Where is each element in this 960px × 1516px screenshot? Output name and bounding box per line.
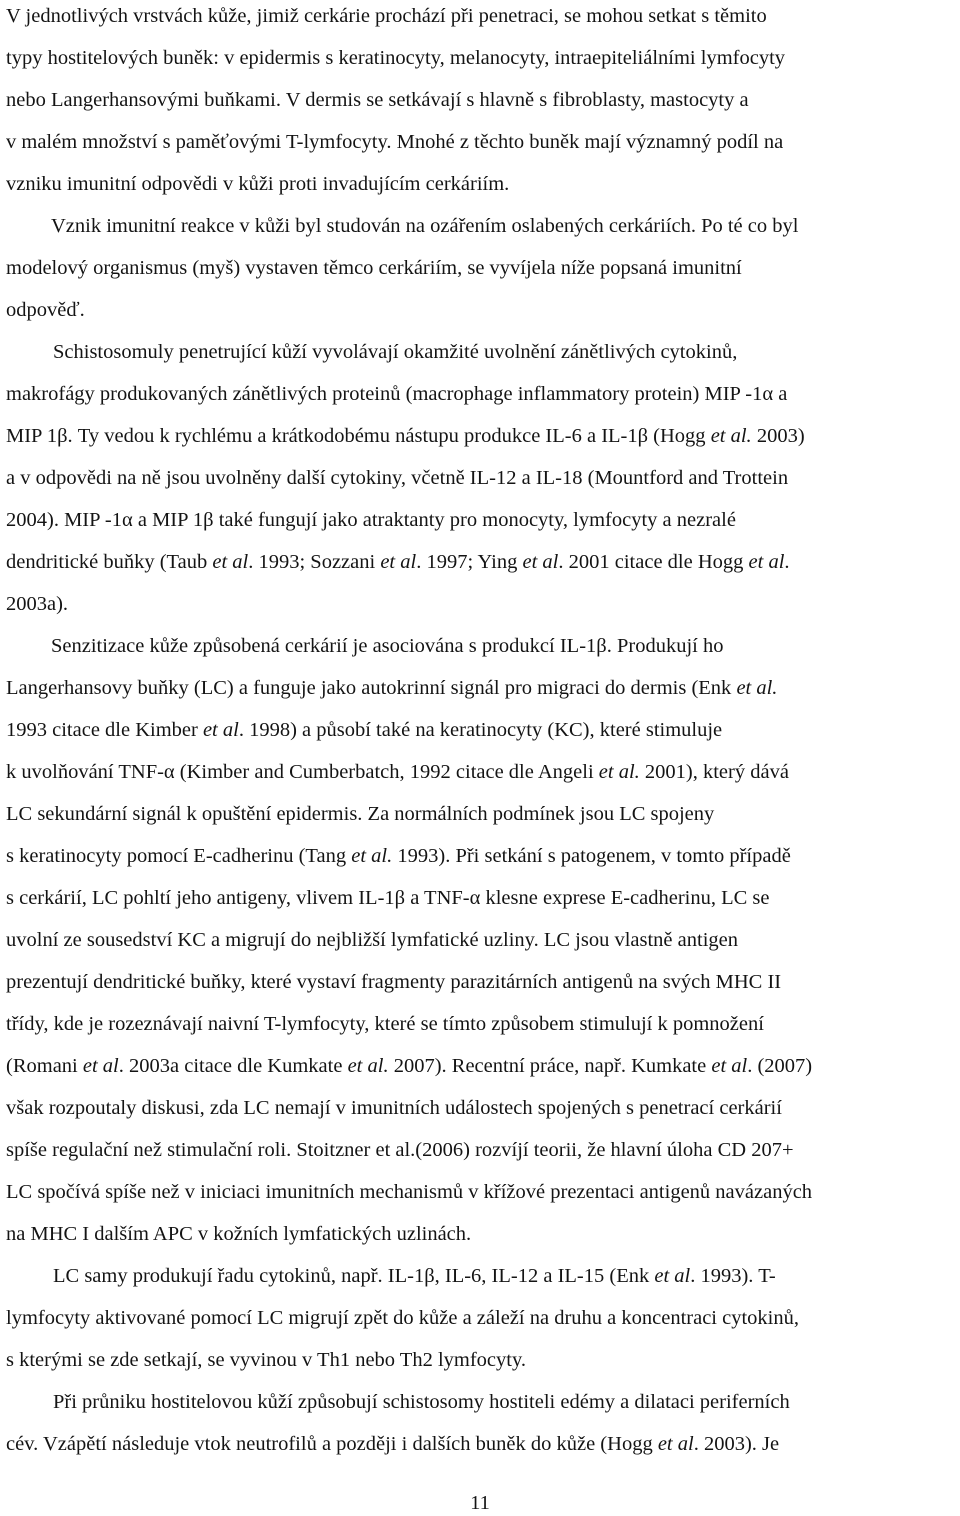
- text-line: [6, 1137, 794, 1163]
- italic-citation: et al: [654, 1265, 691, 1287]
- text-segment: . 1997; Ying: [416, 551, 523, 573]
- text-segment: 2004). MIP -1α a MIP 1β také fungují jako atraktanty pro monocyty, lymfocyty a nezralé: [6, 509, 736, 531]
- text-line: [6, 423, 805, 449]
- page-number: 11: [470, 1492, 490, 1514]
- italic-citation: et al.: [347, 1055, 389, 1077]
- text-line: [6, 3, 767, 29]
- text-line: [6, 87, 749, 113]
- text-line: [6, 465, 788, 491]
- text-line: [6, 759, 789, 785]
- text-segment: lymfocyty aktivované pomocí LC migrují zpět do kůže a záleží na druhu a koncentraci cytokinů,: [6, 1307, 799, 1329]
- text-line: [6, 1221, 471, 1247]
- text-segment: spíše regulační než stimulační roli. Stoitzner et al.(2006) rozvíjí teorii, že hlavní úloha CD 207+: [6, 1139, 794, 1161]
- text-line: [6, 1305, 799, 1331]
- text-segment: odpověď.: [6, 299, 85, 321]
- text-segment: vzniku imunitní odpovědi v kůži proti invadujícím cerkáriím.: [6, 173, 510, 195]
- text-line: [6, 969, 781, 995]
- italic-citation: et al.: [598, 761, 640, 783]
- italic-citation: et al.: [351, 845, 393, 867]
- text-segment: .: [784, 551, 790, 573]
- text-segment: . (2007): [747, 1055, 813, 1077]
- italic-citation: et al.: [736, 677, 778, 699]
- text-segment: MIP 1β. Ty vedou k rychlému a krátkodobému nástupu produkce IL-6 a IL-1β (Hogg: [6, 425, 711, 447]
- text-segment: (Romani: [6, 1055, 83, 1077]
- text-segment: LC sekundární signál k opuštění epidermis. Za normálních podmínek jsou LC spojeny: [6, 803, 715, 825]
- text-segment: cév. Vzápětí následuje vtok neutrofilů a později i dalších buněk do kůže (Hogg: [6, 1433, 658, 1455]
- text-line: [6, 1347, 526, 1373]
- text-line: [6, 801, 714, 827]
- italic-citation: et al: [212, 551, 249, 573]
- text-segment: s keratinocyty pomocí E-cadherinu (Tang: [6, 845, 352, 867]
- text-segment: nebo Langerhansovými buňkami. V dermis se setkávají s hlavně s fibroblasty, mastocyty a: [6, 89, 749, 111]
- text-line: [6, 549, 790, 575]
- italic-citation: et al: [202, 719, 239, 741]
- text-segment: uvolní ze sousedství KC a migrují do nejbližší lymfatické uzliny. LC jsou vlastně antigen: [6, 929, 738, 951]
- text-segment: . 1993). T-: [690, 1265, 776, 1287]
- text-segment: prezentují dendritické buňky, které vystaví fragmenty parazitárních antigenů na svých MHC II: [6, 971, 782, 993]
- text-segment: V jednotlivých vrstvách kůže, jimiž cerkárie prochází při penetraci, se mohou setkat s těmito: [6, 5, 767, 27]
- italic-citation: et al: [748, 551, 785, 573]
- italic-citation: et al: [522, 551, 559, 573]
- text-line: [6, 1431, 779, 1457]
- text-segment: na MHC I dalším APC v kožních lymfatických uzlinách.: [6, 1223, 472, 1245]
- text-segment: typy hostitelových buněk: v epidermis s keratinocyty, melanocyty, intraepiteliálními lymfocyty: [6, 47, 786, 69]
- text-line: [51, 213, 798, 239]
- text-line: [6, 1011, 764, 1037]
- text-segment: Senzitizace kůže způsobená cerkárií je asociována s produkcí IL-1β. Produkují ho: [51, 635, 724, 657]
- text-segment: 2001), který dává: [639, 761, 789, 783]
- text-line: [6, 1179, 812, 1205]
- text-segment: Při průniku hostitelovou kůží způsobují schistosomy hostiteli edémy a dilataci periferních: [53, 1391, 790, 1413]
- text-segment: a v odpovědi na ně jsou uvolněny další cytokiny, včetně IL-12 a IL-18 (Mountford and Trottein: [6, 467, 789, 489]
- text-segment: . 2001 citace dle Hogg: [558, 551, 749, 573]
- text-line: [6, 1053, 812, 1079]
- text-line: [6, 717, 722, 743]
- text-line: [6, 927, 738, 953]
- text-segment: makrofágy produkovaných zánětlivých proteinů (macrophage inflammatory protein) MIP -1α a: [6, 383, 788, 405]
- text-segment: Langerhansovy buňky (LC) a funguje jako autokrinní signál pro migraci do dermis (Enk: [6, 677, 737, 699]
- text-line: [51, 633, 723, 659]
- text-line: [6, 45, 785, 71]
- text-line: [53, 339, 737, 365]
- text-line: [6, 297, 85, 323]
- text-line: [6, 171, 509, 197]
- italic-citation: et al: [657, 1433, 694, 1455]
- italic-citation: et al.: [710, 425, 752, 447]
- text-segment: LC spočívá spíše než v iniciaci imunitních mechanismů v křížové prezentaci antigenů navázaných: [6, 1181, 813, 1203]
- text-segment: . 1998) a působí také na keratinocyty (KC), které stimuluje: [238, 719, 723, 741]
- text-segment: dendritické buňky (Taub: [6, 551, 213, 573]
- text-segment: však rozpoutaly diskusi, zda LC nemají v imunitních událostech spojených s penetrací cerkárií: [6, 1097, 782, 1119]
- text-segment: 1993). Při setkání s patogenem, v tomto případě: [392, 845, 791, 867]
- text-segment: k uvolňování TNF-α (Kimber and Cumberbatch, 1992 citace dle Angeli: [6, 761, 599, 783]
- text-segment: Schistosomuly penetrující kůží vyvolávají okamžité uvolnění zánětlivých cytokinů,: [53, 341, 738, 363]
- text-segment: . 1993; Sozzani: [248, 551, 381, 573]
- text-line: [6, 885, 770, 911]
- text-line: [6, 591, 68, 617]
- text-line: [6, 675, 777, 701]
- text-segment: Vznik imunitní reakce v kůži byl studován na ozářením oslabených cerkáriích. Po té co byl: [51, 215, 799, 237]
- text-segment: 2007). Recentní práce, např. Kumkate: [388, 1055, 712, 1077]
- text-line: [6, 843, 791, 869]
- text-segment: třídy, kde je rozeznávají naivní T-lymfocyty, které se tímto způsobem stimulují k pomnožení: [6, 1013, 764, 1035]
- text-line: [6, 255, 742, 281]
- italic-citation: et al: [82, 1055, 119, 1077]
- text-segment: 2003a).: [6, 593, 69, 615]
- text-line: [53, 1389, 790, 1415]
- text-segment: modelový organismus (myš) vystaven těmco cerkáriím, se vyvíjela níže popsaná imunitní: [6, 257, 742, 279]
- italic-citation: et al: [380, 551, 417, 573]
- text-line: [6, 507, 736, 533]
- text-segment: LC samy produkují řadu cytokinů, např. IL-1β, IL-6, IL-12 a IL-15 (Enk: [53, 1265, 655, 1287]
- text-segment: 1993 citace dle Kimber: [6, 719, 203, 741]
- text-segment: 2003): [751, 425, 805, 447]
- text-segment: s cerkárií, LC pohltí jeho antigeny, vlivem IL-1β a TNF-α klesne exprese E-cadherinu, LC se: [6, 887, 770, 909]
- italic-citation: et al: [711, 1055, 748, 1077]
- text-line: [6, 129, 783, 155]
- text-line: [6, 1095, 782, 1121]
- text-segment: . 2003). Je: [693, 1433, 780, 1455]
- text-line: [6, 381, 787, 407]
- text-line: [53, 1263, 776, 1289]
- text-segment: v malém množství s paměťovými T-lymfocyty. Mnohé z těchto buněk mají významný podíl na: [6, 131, 784, 153]
- text-segment: . 2003a citace dle Kumkate: [118, 1055, 348, 1077]
- text-segment: s kterými se zde setkají, se vyvinou v Th1 nebo Th2 lymfocyty.: [6, 1349, 527, 1371]
